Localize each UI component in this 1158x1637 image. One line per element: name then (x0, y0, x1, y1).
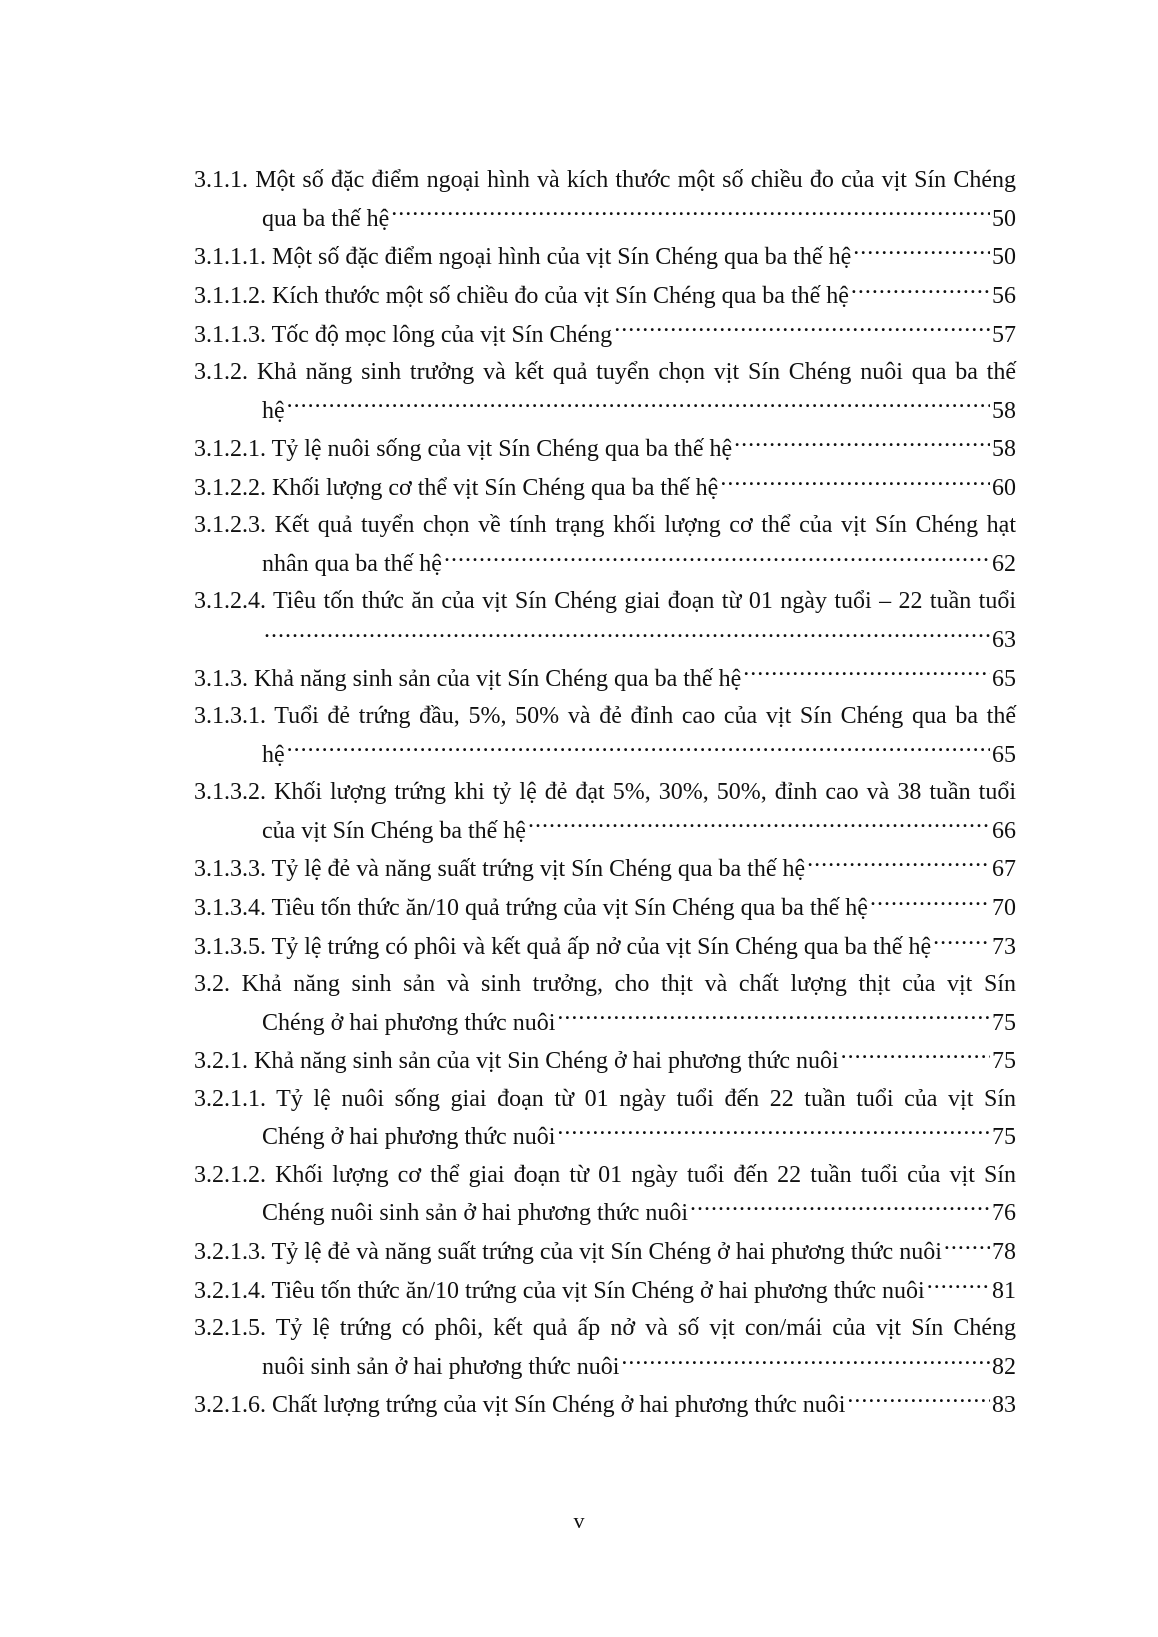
toc-entry-title: 3.2.1.6. Chất lượng trứng của vịt Sín Chéng ở hai phương thức nuôi (194, 1392, 846, 1419)
dot-leader (391, 199, 990, 225)
toc-entry-page: 81 (992, 1277, 1016, 1304)
toc-entry[interactable] (194, 1081, 1016, 1157)
dot-leader (933, 927, 990, 953)
toc-entry-title: qua ba thế hệ (262, 205, 390, 232)
toc-entry-title: 3.2. Khả năng sinh sản và sinh trưởng, cho thịt và chất lượng thịt của vịt Sín (194, 971, 1016, 998)
toc-entry-title: 3.1.3. Khả năng sinh sản của vịt Sín Chéng qua ba thế hệ (194, 665, 742, 692)
toc-entry-title: Chéng nuôi sinh sản ở hai phương thức nuôi (262, 1200, 689, 1227)
toc-entry[interactable] (194, 354, 1016, 430)
toc-entry-title: 3.1.3.1. Tuổi đẻ trứng đầu, 5%, 50% và đẻ đỉnh cao của vịt Sín Chéng qua ba thế (194, 703, 1016, 730)
toc-entry[interactable] (194, 1157, 1016, 1233)
dot-leader (264, 621, 990, 647)
toc-entry[interactable] (194, 315, 1016, 354)
toc-entry[interactable] (194, 162, 1016, 238)
toc-entry[interactable] (194, 850, 1016, 889)
dot-leader (528, 811, 990, 837)
dot-leader (847, 1386, 990, 1412)
toc-entry-page: 58 (992, 436, 1016, 463)
toc-entry-title: 3.1.3.3. Tỷ lệ đẻ và năng suất trứng vịt Sín Chéng qua ba thế hệ (194, 856, 806, 883)
toc-entry[interactable] (194, 583, 1016, 659)
toc-entry-title: của vịt Sín Chéng ba thế hệ (262, 817, 526, 844)
toc-entry-title: nuôi sinh sản ở hai phương thức nuôi (262, 1353, 620, 1380)
dot-leader (870, 889, 990, 915)
toc-entry-page: 73 (992, 933, 1016, 960)
toc-entry[interactable] (194, 507, 1016, 583)
toc-entry-title: 3.1.2.3. Kết quả tuyển chọn về tính trạng khối lượng cơ thể của vịt Sín Chéng hạt (194, 512, 1016, 539)
toc-entry-title: 3.1.3.4. Tiêu tốn thức ăn/10 quả trứng của vịt Sín Chéng qua ba thế hệ (194, 895, 868, 922)
toc-entry[interactable] (194, 469, 1016, 508)
toc-entry-page: 65 (992, 665, 1016, 692)
dot-leader (841, 1042, 990, 1068)
toc-entry-page: 75 (992, 1009, 1016, 1036)
toc-entry-page: 50 (992, 244, 1016, 271)
dot-leader (743, 659, 990, 685)
toc-entry-title: 3.1.3.2. Khối lượng trứng khi tỷ lệ đẻ đạt 5%, 30%, 50%, đỉnh cao và 38 tuần tuổi (194, 779, 1016, 806)
dot-leader (853, 238, 990, 264)
toc-entry-page: 67 (992, 856, 1016, 883)
toc-entry[interactable] (194, 238, 1016, 277)
dot-leader (851, 277, 990, 303)
dot-leader (720, 469, 990, 495)
toc-entry-page: 83 (992, 1392, 1016, 1419)
dot-leader (614, 315, 990, 341)
toc-entry[interactable] (194, 1042, 1016, 1081)
dot-leader (690, 1194, 990, 1220)
toc-entry-title: 3.2.1.5. Tỷ lệ trứng có phôi, kết quả ấp nở và số vịt con/mái của vịt Sín Chéng (194, 1315, 1016, 1342)
dot-leader (557, 1118, 990, 1144)
toc-entry-title: hệ (262, 741, 285, 768)
toc-entry-page: 76 (992, 1200, 1016, 1227)
toc-entry-title: nhân qua ba thế hệ (262, 551, 442, 578)
toc-entry-title: 3.2.1.2. Khối lượng cơ thể giai đoạn từ 01 ngày tuổi đến 22 tuần tuổi của vịt Sín (194, 1161, 1016, 1188)
toc-entry-title: 3.1.1. Một số đặc điểm ngoại hình và kích thước một số chiều đo của vịt Sín Chéng (194, 167, 1016, 193)
page-number: v (573, 1508, 585, 1533)
toc-entry-title: Chéng ở hai phương thức nuôi (262, 1124, 556, 1151)
toc-entry-page: 82 (992, 1353, 1016, 1380)
dot-leader (287, 391, 990, 417)
toc-entry[interactable] (194, 659, 1016, 698)
toc-entry-title: Chéng ở hai phương thức nuôi (262, 1009, 556, 1036)
table-of-contents (194, 162, 1016, 1425)
dot-leader (287, 735, 990, 761)
toc-entry-page: 60 (992, 475, 1016, 502)
toc-entry[interactable] (194, 698, 1016, 774)
dot-leader (927, 1271, 990, 1297)
toc-entry-title: 3.1.3.5. Tỷ lệ trứng có phôi và kết quả ấp nở của vịt Sín Chéng qua ba thế hệ (194, 933, 932, 960)
toc-entry-page: 58 (992, 397, 1016, 424)
toc-entry-page: 75 (992, 1124, 1016, 1151)
toc-entry-title: 3.1.1.3. Tốc độ mọc lông của vịt Sín Chéng (194, 321, 613, 348)
toc-entry-title: 3.1.2.2. Khối lượng cơ thể vịt Sín Chéng qua ba thế hệ (194, 475, 719, 502)
toc-entry[interactable] (194, 1233, 1016, 1272)
toc-entry-page: 65 (992, 741, 1016, 768)
toc-entry-page: 57 (992, 321, 1016, 348)
toc-entry-title: 3.2.1.4. Tiêu tốn thức ăn/10 trứng của vịt Sín Chéng ở hai phương thức nuôi (194, 1277, 925, 1304)
toc-entry-page: 56 (992, 283, 1016, 310)
toc-entry-title: 3.2.1.3. Tỷ lệ đẻ và năng suất trứng của vịt Sín Chéng ở hai phương thức nuôi (194, 1239, 942, 1266)
toc-entry-page: 75 (992, 1048, 1016, 1075)
toc-entry[interactable] (194, 1310, 1016, 1386)
toc-entry[interactable] (194, 430, 1016, 469)
toc-entry-title: 3.1.1.2. Kích thước một số chiều đo của vịt Sín Chéng qua ba thế hệ (194, 283, 849, 310)
dot-leader (944, 1233, 990, 1259)
toc-entry-page: 66 (992, 817, 1016, 844)
toc-entry[interactable] (194, 1271, 1016, 1310)
toc-entry[interactable] (194, 927, 1016, 966)
toc-entry-page: 50 (992, 205, 1016, 232)
toc-entry-title: 3.2.1.1. Tỷ lệ nuôi sống giai đoạn từ 01 ngày tuổi đến 22 tuần tuổi của vịt Sín (194, 1085, 1016, 1112)
toc-entry-title: 3.2.1. Khả năng sinh sản của vịt Sin Chéng ở hai phương thức nuôi (194, 1048, 839, 1075)
toc-entry-title: 3.1.2.4. Tiêu tốn thức ăn của vịt Sín Chéng giai đoạn từ 01 ngày tuổi – 22 tuần tuổi (194, 588, 1016, 615)
toc-entry-title: 3.1.2.1. Tỷ lệ nuôi sống của vịt Sín Chéng qua ba thế hệ (194, 436, 733, 463)
dot-leader (621, 1347, 990, 1373)
toc-entry[interactable] (194, 966, 1016, 1042)
toc-entry-page: 63 (992, 627, 1016, 654)
toc-entry[interactable] (194, 277, 1016, 316)
dot-leader (734, 430, 990, 456)
toc-entry-page: 62 (992, 551, 1016, 578)
toc-entry-title: hệ (262, 397, 285, 424)
dot-leader (557, 1003, 990, 1029)
dot-leader (444, 545, 990, 571)
toc-entry-title: 3.1.1.1. Một số đặc điểm ngoại hình của vịt Sín Chéng qua ba thế hệ (194, 244, 852, 271)
toc-entry-title: 3.1.2. Khả năng sinh trưởng và kết quả tuyển chọn vịt Sín Chéng nuôi qua ba thế (194, 359, 1016, 386)
toc-entry[interactable] (194, 889, 1016, 928)
toc-entry-page: 70 (992, 895, 1016, 922)
toc-entry-page: 78 (992, 1239, 1016, 1266)
dot-leader (807, 850, 990, 876)
toc-entry[interactable] (194, 774, 1016, 850)
toc-entry[interactable] (194, 1386, 1016, 1425)
